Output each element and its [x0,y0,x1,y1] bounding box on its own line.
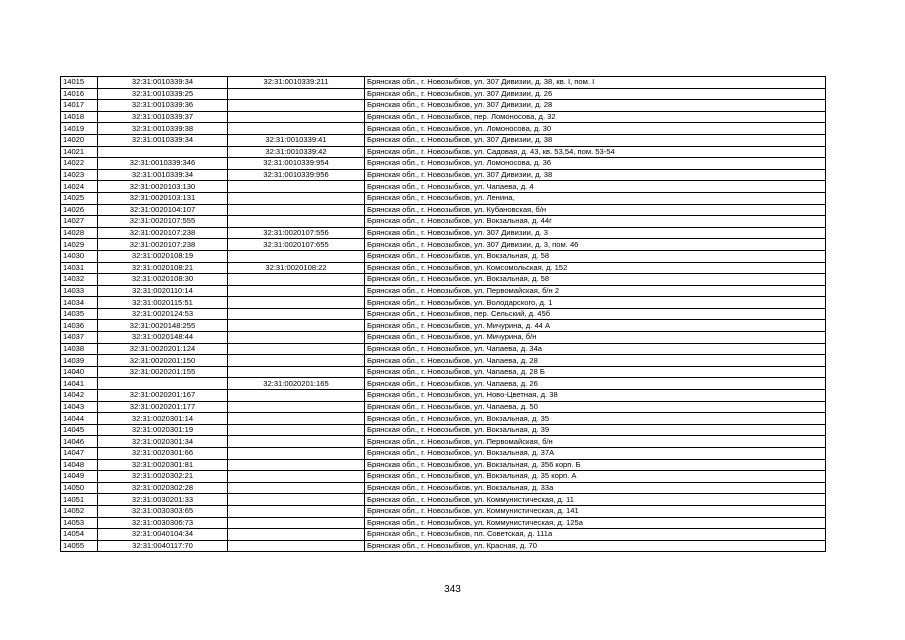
object-cadastral-number-cell [228,100,365,112]
cadastral-number-cell: 32:31:0010339:34 [98,77,228,89]
table-row [61,332,826,344]
address-cell: Брянская обл., г. Новозыбков, ул. Кубановская, б/н [365,204,826,216]
row-number-cell: 14018 [61,111,98,123]
cadastral-number-cell: 32:31:0020124:53 [98,308,228,320]
address-cell: Брянская обл., г. Новозыбков, ул. 307 Дивизии, д. 3 [365,227,826,239]
cadastral-number-cell: 32:31:0020103:130 [98,181,228,193]
table-row [61,192,826,204]
cadastral-number-cell: 32:31:0010339:25 [98,88,228,100]
address-cell: Брянская обл., г. Новозыбков, ул. Вокзальная, д. 58 [365,274,826,286]
row-number-cell: 14031 [61,262,98,274]
object-cadastral-number-cell [228,181,365,193]
row-number-cell: 14016 [61,88,98,100]
row-number-cell: 14052 [61,505,98,517]
row-number-cell: 14039 [61,355,98,367]
object-cadastral-number-cell [228,274,365,286]
row-number-cell: 14044 [61,413,98,425]
object-cadastral-number-cell: 32:31:0010339:956 [228,169,365,181]
address-cell: Брянская обл., г. Новозыбков, ул. Вокзальная, д. 35 корп. А [365,471,826,483]
row-number-cell: 14029 [61,239,98,251]
table-row [61,355,826,367]
table-row [61,378,826,390]
address-cell: Брянская обл., г. Новозыбков, ул. 307 Дивизии, д. 3, пом. 46 [365,239,826,251]
table-row [61,517,826,529]
object-cadastral-number-cell [228,540,365,552]
row-number-cell: 14019 [61,123,98,135]
object-cadastral-number-cell [228,320,365,332]
table-row [61,158,826,170]
object-cadastral-number-cell [228,401,365,413]
row-number-cell: 14036 [61,320,98,332]
row-number-cell: 14043 [61,401,98,413]
object-cadastral-number-cell [228,88,365,100]
cadastral-number-cell: 32:31:0040117:70 [98,540,228,552]
object-cadastral-number-cell [228,343,365,355]
table-row [61,88,826,100]
table-row [61,320,826,332]
row-number-cell: 14045 [61,424,98,436]
table-row [61,77,826,89]
row-number-cell: 14048 [61,459,98,471]
row-number-cell: 14037 [61,332,98,344]
object-cadastral-number-cell [228,285,365,297]
address-cell: Брянская обл., г. Новозыбков, пер. Ломоносова, д. 32 [365,111,826,123]
object-cadastral-number-cell [228,413,365,425]
object-cadastral-number-cell: 32:31:0020107:556 [228,227,365,239]
row-number-cell: 14028 [61,227,98,239]
table-row [61,308,826,320]
object-cadastral-number-cell [228,436,365,448]
address-cell: Брянская обл., г. Новозыбков, ул. 307 Дивизии, д. 26 [365,88,826,100]
row-number-cell: 14030 [61,250,98,262]
cadastral-number-cell [98,378,228,390]
address-cell: Брянская обл., г. Новозыбков, ул. Первомайская, б/н 2 [365,285,826,297]
address-cell: Брянская обл., г. Новозыбков, ул. Мичурина, б/н [365,332,826,344]
row-number-cell: 14026 [61,204,98,216]
table-row [61,285,826,297]
address-cell: Брянская обл., г. Новозыбков, ул. Коммунистическая, д. 125а [365,517,826,529]
address-cell: Брянская обл., г. Новозыбков, ул. Чапаева, д. 28 Б [365,366,826,378]
address-cell: Брянская обл., г. Новозыбков, ул. 307 Дивизии, д. 28 [365,100,826,112]
address-cell: Брянская обл., г. Новозыбков, пер. Сельский, д. 45б [365,308,826,320]
address-cell: Брянская обл., г. Новозыбков, ул. Коммунистическая, д. 141 [365,505,826,517]
address-cell: Брянская обл., г. Новозыбков, ул. Мичурина, д. 44 А [365,320,826,332]
object-cadastral-number-cell [228,517,365,529]
table-row [61,424,826,436]
address-cell: Брянская обл., г. Новозыбков, ул. Ломоносова, д. 36 [365,158,826,170]
table-row [61,343,826,355]
row-number-cell: 14046 [61,436,98,448]
cadastral-number-cell: 32:31:0010339:36 [98,100,228,112]
row-number-cell: 14042 [61,390,98,402]
object-cadastral-number-cell [228,332,365,344]
object-cadastral-number-cell [228,111,365,123]
table-row [61,134,826,146]
row-number-cell: 14055 [61,540,98,552]
cadastral-number-cell: 32:31:0020301:81 [98,459,228,471]
address-cell: Брянская обл., г. Новозыбков, ул. Ленина, [365,192,826,204]
object-cadastral-number-cell: 32:31:0020201:165 [228,378,365,390]
cadastral-number-cell: 32:31:0020107:238 [98,239,228,251]
address-cell: Брянская обл., г. Новозыбков, ул. Первомайская, б/н [365,436,826,448]
table-row [61,505,826,517]
cadastral-number-cell: 32:31:0010339:346 [98,158,228,170]
address-cell: Брянская обл., г. Новозыбков, ул. 307 Дивизии, д. 38 [365,169,826,181]
address-cell: Брянская обл., г. Новозыбков, ул. Садовая, д. 43, кв. 53,54, пом. 53-54 [365,146,826,158]
row-number-cell: 14020 [61,134,98,146]
cadastral-number-cell: 32:31:0020302:28 [98,482,228,494]
object-cadastral-number-cell [228,192,365,204]
table-row [61,297,826,309]
cadastral-number-cell: 32:31:0030303:65 [98,505,228,517]
address-cell: Брянская обл., г. Новозыбков, ул. Ново-Цветная, д. 38 [365,390,826,402]
table-row [61,100,826,112]
address-cell: Брянская обл., г. Новозыбков, ул. Чапаева, д. 34а [365,343,826,355]
object-cadastral-number-cell [228,448,365,460]
cadastral-number-cell: 32:31:0020108:19 [98,250,228,262]
object-cadastral-number-cell: 32:31:0010339:41 [228,134,365,146]
object-cadastral-number-cell [228,424,365,436]
row-number-cell: 14025 [61,192,98,204]
row-number-cell: 14054 [61,529,98,541]
row-number-cell: 14038 [61,343,98,355]
object-cadastral-number-cell: 32:31:0010339:211 [228,77,365,89]
row-number-cell: 14022 [61,158,98,170]
row-number-cell: 14015 [61,77,98,89]
address-cell: Брянская обл., г. Новозыбков, ул. Вокзальная, д. 37А [365,448,826,460]
object-cadastral-number-cell [228,216,365,228]
cadastral-number-cell: 32:31:0020110:14 [98,285,228,297]
object-cadastral-number-cell [228,250,365,262]
page-number: 343 [444,584,461,595]
address-cell: Брянская обл., г. Новозыбков, ул. Красная, д. 70 [365,540,826,552]
table-row [61,169,826,181]
cadastral-number-cell: 32:31:0020115:51 [98,297,228,309]
row-number-cell: 14034 [61,297,98,309]
address-cell: Брянская обл., г. Новозыбков, ул. 307 Дивизии, д. 38, кв. I, пом. I [365,77,826,89]
table-row [61,413,826,425]
address-cell: Брянская обл., г. Новозыбков, ул. Коммунистическая, д. 11 [365,494,826,506]
cadastral-number-cell [98,146,228,158]
table-row [61,239,826,251]
cadastral-number-cell: 32:31:0020201:155 [98,366,228,378]
cadastral-number-cell: 32:31:0020201:167 [98,390,228,402]
object-cadastral-number-cell [228,355,365,367]
table-row [61,448,826,460]
cadastral-number-cell: 32:31:0020148:255 [98,320,228,332]
cadastral-number-cell: 32:31:0020104:107 [98,204,228,216]
row-number-cell: 14033 [61,285,98,297]
row-number-cell: 14024 [61,181,98,193]
address-cell: Брянская обл., г. Новозыбков, ул. Комсомольская, д. 152 [365,262,826,274]
address-cell: Брянская обл., г. Новозыбков, ул. Вокзальная, д. 35 [365,413,826,425]
table-row [61,436,826,448]
object-cadastral-number-cell [228,494,365,506]
table-row [61,274,826,286]
table-row [61,482,826,494]
table-row [61,401,826,413]
object-cadastral-number-cell [228,297,365,309]
row-number-cell: 14051 [61,494,98,506]
cadastral-number-cell: 32:31:0020201:150 [98,355,228,367]
table-row [61,111,826,123]
table-row [61,540,826,552]
table-row [61,146,826,158]
row-number-cell: 14050 [61,482,98,494]
object-cadastral-number-cell [228,505,365,517]
row-number-cell: 14040 [61,366,98,378]
cadastral-number-cell: 32:31:0020201:177 [98,401,228,413]
object-cadastral-number-cell [228,123,365,135]
address-cell: Брянская обл., г. Новозыбков, ул. Ломоносова, д. 30 [365,123,826,135]
cadastral-number-cell: 32:31:0030306:73 [98,517,228,529]
address-cell: Брянская обл., г. Новозыбков, ул. Вокзальная, д. 44г [365,216,826,228]
object-cadastral-number-cell: 32:31:0020108:22 [228,262,365,274]
object-cadastral-number-cell: 32:31:0010339:954 [228,158,365,170]
address-cell: Брянская обл., г. Новозыбков, пл. Советская, д. 111а [365,529,826,541]
address-cell: Брянская обл., г. Новозыбков, ул. Вокзальная, д. 39 [365,424,826,436]
object-cadastral-number-cell: 32:31:0020107:655 [228,239,365,251]
cadastral-number-cell: 32:31:0020107:555 [98,216,228,228]
table-row [61,459,826,471]
registry-table-body [61,77,826,552]
table-row [61,390,826,402]
cadastral-number-cell: 32:31:0020103:131 [98,192,228,204]
table-row [61,123,826,135]
object-cadastral-number-cell [228,390,365,402]
address-cell: Брянская обл., г. Новозыбков, ул. Вокзальная, д. 33а [365,482,826,494]
cadastral-number-cell: 32:31:0010339:34 [98,134,228,146]
row-number-cell: 14041 [61,378,98,390]
object-cadastral-number-cell [228,471,365,483]
address-cell: Брянская обл., г. Новозыбков, ул. Чапаева, д. 26 [365,378,826,390]
table-row [61,529,826,541]
cadastral-number-cell: 32:31:0020301:14 [98,413,228,425]
row-number-cell: 14032 [61,274,98,286]
address-cell: Брянская обл., г. Новозыбков, ул. Чапаева, д. 50 [365,401,826,413]
address-cell: Брянская обл., г. Новозыбков, ул. Чапаева, д. 4 [365,181,826,193]
object-cadastral-number-cell [228,459,365,471]
object-cadastral-number-cell [228,482,365,494]
cadastral-number-cell: 32:31:0010339:34 [98,169,228,181]
object-cadastral-number-cell [228,308,365,320]
address-cell: Брянская обл., г. Новозыбков, ул. Володарского, д. 1 [365,297,826,309]
table-row [61,216,826,228]
cadastral-number-cell: 32:31:0020148:44 [98,332,228,344]
table-row [61,181,826,193]
row-number-cell: 14047 [61,448,98,460]
address-cell: Брянская обл., г. Новозыбков, ул. Чапаева, д. 28 [365,355,826,367]
row-number-cell: 14023 [61,169,98,181]
cadastral-number-cell: 32:31:0020108:21 [98,262,228,274]
cadastral-number-cell: 32:31:0040104:34 [98,529,228,541]
table-row [61,204,826,216]
cadastral-number-cell: 32:31:0020301:34 [98,436,228,448]
table-row [61,250,826,262]
cadastral-number-cell: 32:31:0020107:238 [98,227,228,239]
object-cadastral-number-cell: 32:31:0010339:42 [228,146,365,158]
table-row [61,366,826,378]
table-row [61,227,826,239]
object-cadastral-number-cell [228,529,365,541]
table-row [61,262,826,274]
object-cadastral-number-cell [228,204,365,216]
cadastral-number-cell: 32:31:0020301:19 [98,424,228,436]
cadastral-number-cell: 32:31:0020301:66 [98,448,228,460]
table-row [61,471,826,483]
address-cell: Брянская обл., г. Новозыбков, ул. Вокзальная, д. 356 корп. Б [365,459,826,471]
cadastral-number-cell: 32:31:0030201:33 [98,494,228,506]
row-number-cell: 14049 [61,471,98,483]
address-cell: Брянская обл., г. Новозыбков, ул. Вокзальная, д. 58 [365,250,826,262]
row-number-cell: 14017 [61,100,98,112]
cadastral-number-cell: 32:31:0020302:21 [98,471,228,483]
address-cell: Брянская обл., г. Новозыбков, ул. 307 Дивизии, д. 38 [365,134,826,146]
table-row [61,494,826,506]
property-registry-table [60,76,826,552]
cadastral-number-cell: 32:31:0020201:124 [98,343,228,355]
object-cadastral-number-cell [228,366,365,378]
row-number-cell: 14021 [61,146,98,158]
row-number-cell: 14053 [61,517,98,529]
row-number-cell: 14027 [61,216,98,228]
cadastral-number-cell: 32:31:0010339:37 [98,111,228,123]
cadastral-number-cell: 32:31:0020108:30 [98,274,228,286]
row-number-cell: 14035 [61,308,98,320]
cadastral-number-cell: 32:31:0010339:38 [98,123,228,135]
